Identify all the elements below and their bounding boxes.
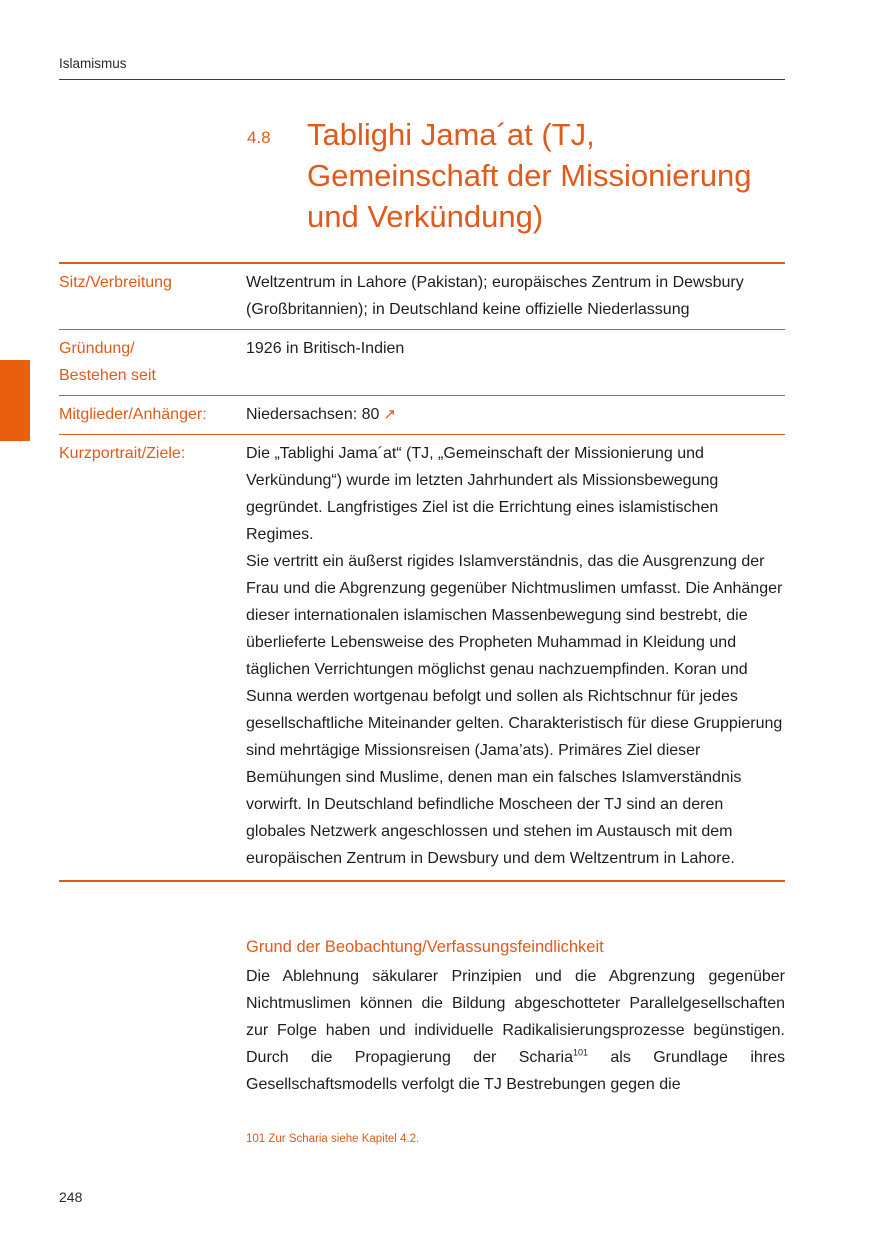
portrait-paragraph: Die „Tablighi Jama´at“ (TJ, „Gemeinschaft der Missionierung und Verkündung“) wurde im letzten Jahrhundert als Missionsbewegung gegründet. Langfristiges Ziel ist die Errichtung eines islamistischen Regimes.	[246, 445, 719, 543]
members-count: Niedersachsen: 80	[246, 406, 380, 423]
portrait-paragraph: Sie vertritt ein äußerst rigides Islamverständnis, das die Ausgrenzung der Frau und die Abgrenzung gegenüber Nichtmuslimen umfasst. Die Anhänger dieser internationalen islamischen Massenbewegung sind bestrebt, die überlieferte Lebensweise des Propheten Muhammad in Kleidung und täglichen Verrichtungen möglichst genau nachzuempfinden. Koran und Sunna werden wortgenau befolgt und sollen als Richtschnur für jedes gesellschaftliche Miteinander gelten. Charakteristisch für diese Gruppierung sind mehrtägige Missionsreisen (Jama’ats). Primäres Ziel dieser Bemühungen sind Muslime, denen man ein falsches Islamverständnis vorwirft. In Deutschland befindliche Moscheen der TJ sind an deren globales Netzwerk angeschlossen und stehen im Austausch mit dem europäischen Zentrum in Dewsbury und dem Weltzentrum in Lahore.	[246, 553, 783, 867]
info-label: Kurzportrait/Ziele:	[59, 445, 186, 462]
running-header: Islamismus	[59, 56, 127, 71]
section-text: als Grundlage ihres Gesellschaftsmodells verfolgt die TJ Bestrebungen gegen die	[246, 1049, 785, 1093]
info-value-portrait	[246, 440, 785, 872]
info-label: Mitglieder/Anhänger:	[59, 406, 207, 423]
info-row-kurzportrait	[59, 435, 785, 882]
section-text: Die Ablehnung säkularer Prinzipien und die Abgrenzung gegenüber Nichtmuslimen können die Bildung abgeschotteter Parallelgesellschaften zur Folge haben und individuelle Radikalisierungsprozesse begünstigen. Durch die Propagierung der Scharia	[246, 968, 785, 1066]
trend-up-arrow-icon: ↗	[383, 406, 396, 423]
footnote: 101 Zur Scharia siehe Kapitel 4.2.	[246, 1133, 420, 1145]
info-row-gruendung	[59, 330, 785, 396]
chapter-title: Tablighi Jama´at (TJ, Gemeinschaft der Missionierung und Verkündung)	[307, 117, 752, 234]
chapter-number: 4.8	[247, 128, 271, 147]
page-number: 248	[59, 1189, 83, 1205]
info-row-mitglieder	[59, 396, 785, 435]
info-table	[59, 262, 785, 882]
header-divider	[59, 79, 785, 80]
chapter-side-tab	[0, 360, 30, 441]
section-body	[246, 963, 785, 1098]
info-label: Gründung/ Bestehen seit	[59, 340, 156, 384]
footnote-reference[interactable]: 101	[572, 1047, 589, 1058]
info-label: Sitz/Verbreitung	[59, 274, 172, 291]
info-row-sitz	[59, 264, 785, 330]
info-value: Weltzentrum in Lahore (Pakistan); europäisches Zentrum in Dewsbury (Großbritannien); in Deutschland keine offizielle Niederlassung	[246, 274, 744, 318]
info-value-members	[246, 401, 785, 428]
info-value: 1926 in Britisch-Indien	[246, 340, 405, 357]
section-heading: Grund der Beobachtung/Verfassungsfeindlichkeit	[246, 938, 604, 956]
